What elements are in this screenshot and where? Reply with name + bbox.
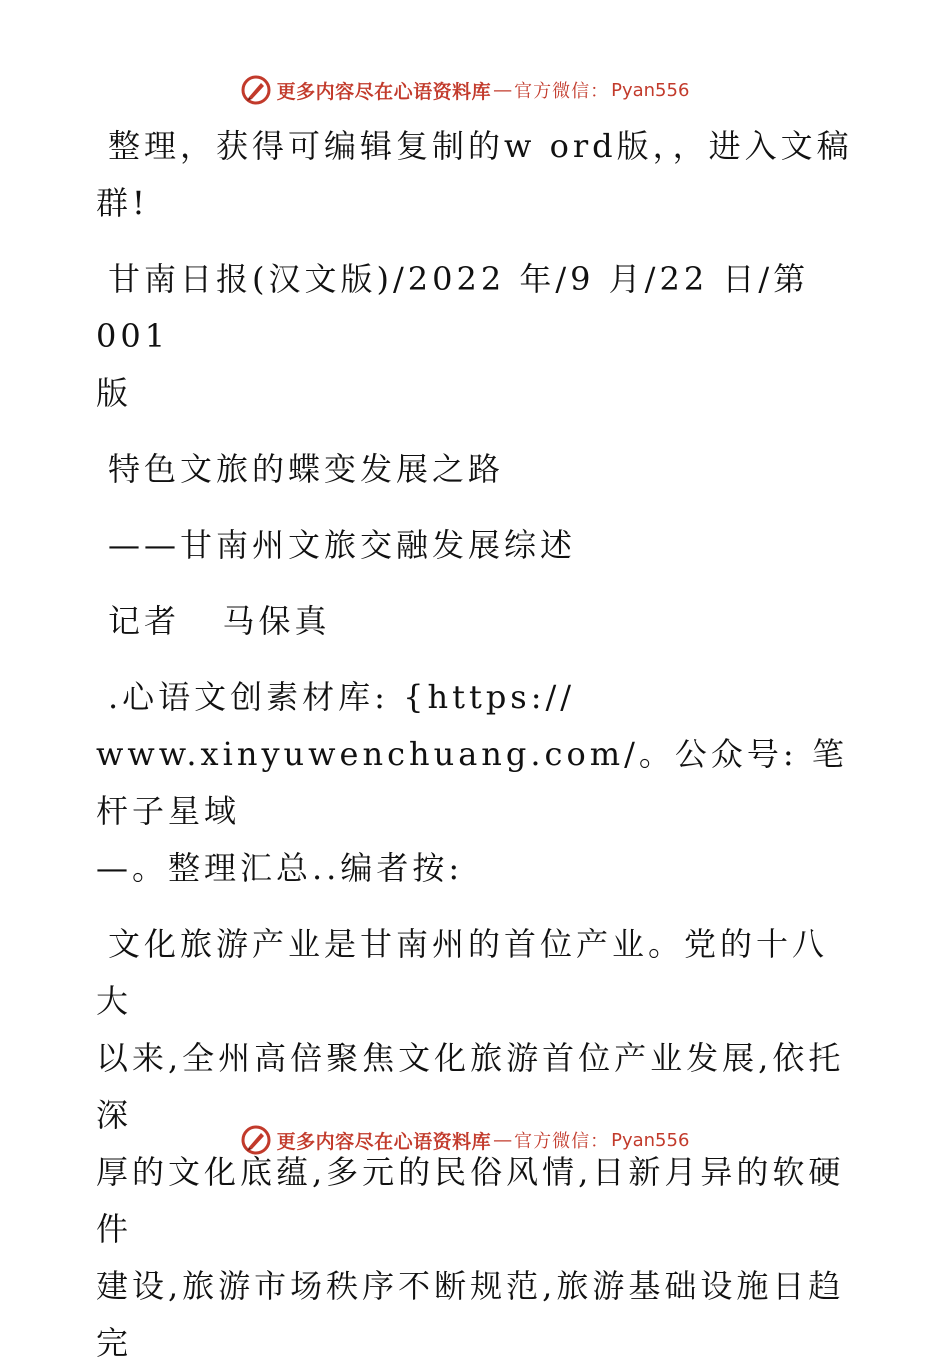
- library-line-3: —。整理汇总..编者按:: [96, 849, 464, 887]
- pen-logo-icon: [241, 75, 271, 105]
- library-paragraph: [96, 669, 856, 897]
- library-line-2: www.xinyuwenchuang.com/。公众号: 笔杆子星域: [96, 735, 848, 830]
- article-title: 特色文旅的蝶变发展之路: [108, 450, 505, 488]
- intro-line-2: 群!: [96, 184, 149, 222]
- intro-line-1: 整理，获得可编辑复制的w ord版，，进入文稿: [108, 127, 853, 165]
- body-line-1: 文化旅游产业是甘南州的首位产业。党的十八大: [96, 925, 829, 1020]
- banner-dash: —: [493, 1129, 513, 1151]
- intro-paragraph: [96, 118, 856, 232]
- reporter-line: 记者 马保真: [108, 602, 331, 640]
- banner-text: 更多内容尽在心语资料库: [276, 1130, 492, 1153]
- article-content: [96, 118, 856, 1372]
- footer-banner: [0, 1120, 950, 1160]
- pen-logo-icon: [241, 1125, 271, 1155]
- body-line-2: 以来,全州高倍聚焦文化旅游首位产业发展,依托深: [96, 1039, 845, 1134]
- banner-text: 更多内容尽在心语资料库: [276, 80, 492, 103]
- source-line-2: 版: [96, 374, 133, 412]
- banner-wechat-id: Pyan556: [611, 1129, 690, 1151]
- banner-dash: —: [493, 79, 513, 101]
- banner-label: 官方微信：: [514, 81, 610, 102]
- body-line-4: 建设,旅游市场秩序不断规范,旅游基础设施日趋完: [96, 1267, 845, 1362]
- source-paragraph: [96, 251, 856, 422]
- library-line-1: .心语文创素材库: {https://: [108, 678, 576, 716]
- article-subtitle: ——甘南州文旅交融发展综述: [108, 526, 577, 564]
- body-line-3: 厚的文化底蕴,多元的民俗风情,日新月异的软硬件: [96, 1153, 845, 1248]
- banner-label: 官方微信：: [514, 1131, 610, 1152]
- source-line-1: 甘南日报(汉文版)/2022 年/9 月/22 日/第 001: [96, 260, 810, 355]
- header-banner: [0, 70, 950, 110]
- banner-wechat-id: Pyan556: [611, 79, 690, 101]
